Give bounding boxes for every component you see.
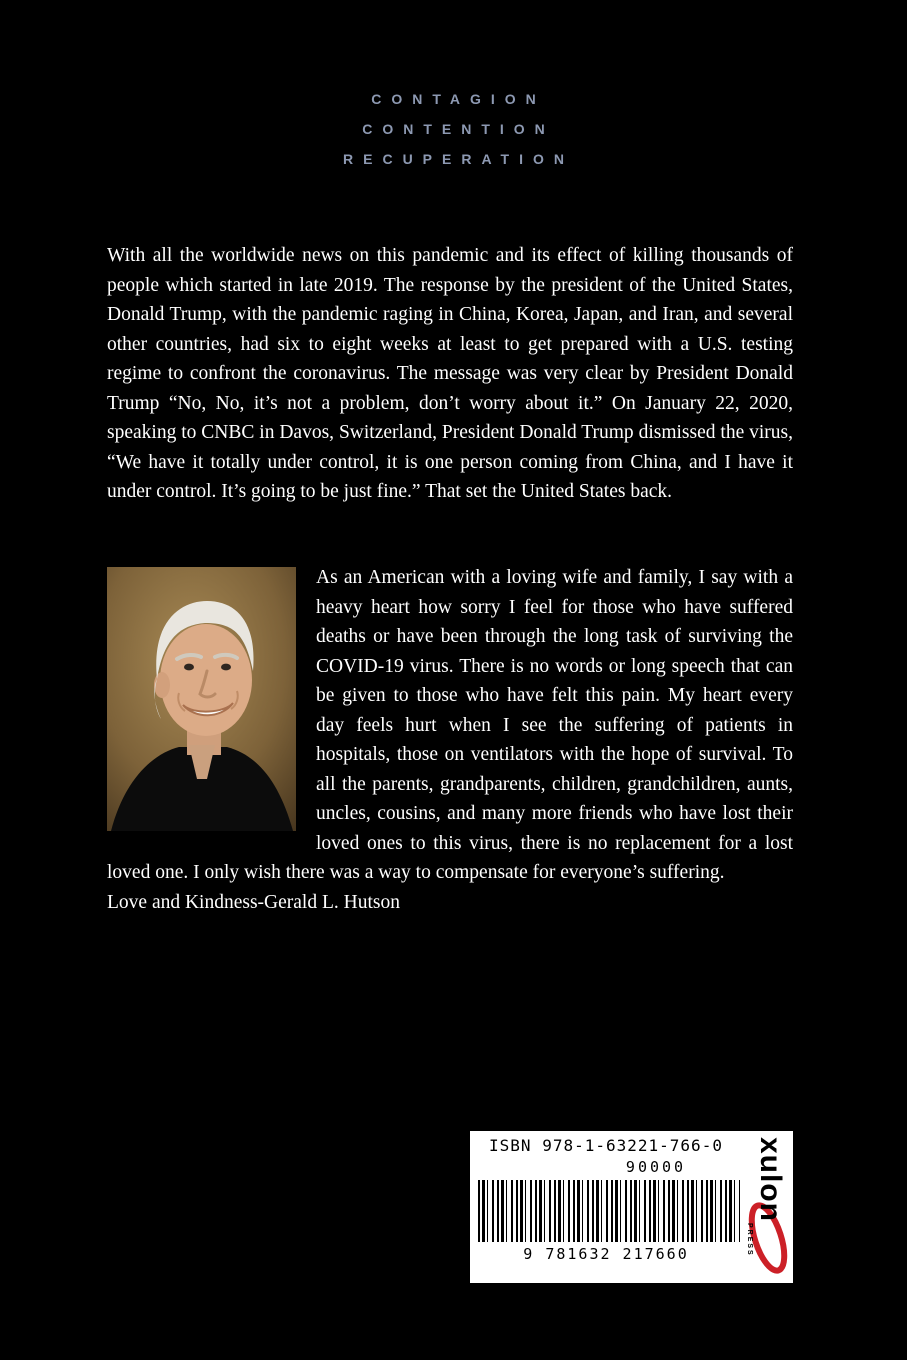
title-line-recuperation: RECUPERATION (343, 151, 574, 167)
author-paragraph: As an American with a loving wife and family, I say with a heavy heart how sorry I feel for those who have suffered deaths or have been through the long task of surviving the COVID-19 virus. There is no words or long speech that can be given to those who have felt this pain. My heart every day feels hurt when I see the suffering of patients in hospitals, those on ventilators with the hope of survival. To all the parents, grandparents, children, grandchildren, aunts, uncles, cousins, and many more friends who have lost their loved ones to this virus, there is no replacement for a lost loved one. I only wish there was a way to compensate for everyone’s suffering. (107, 567, 793, 883)
ean-digits: 9 781632 217660 (523, 1245, 689, 1263)
xulon-logo-text: xulon (754, 1137, 787, 1222)
barcode-panel (470, 1131, 793, 1283)
title-line-contagion: CONTAGION (371, 91, 546, 107)
price-code: 90000 (625, 1158, 687, 1176)
isbn-label: ISBN 978-1-63221-766-0 (489, 1136, 723, 1155)
intro-paragraph: With all the worldwide news on this pandemic and its effect of killing thousands of people which started in late 2019. The response by the president of the United States, Donald Trump, with the pandemic raging in China, Korea, Japan, and Iran, and several other countries, had six to eight weeks at least to get prepared with a U.S. testing regime to confront the coronavirus. The message was very clear by President Donald Trump “No, No, it’s not a problem, don’t worry about it.” On January 22, 2020, speaking to CNBC in Davos, Switzerland, President Donald Trump dismissed the virus, “We have it totally under control, it is one person coming from China, and I have it under control. It’s going to be just fine.” That set the United States back. (107, 245, 793, 502)
title-block (0, 84, 907, 174)
xulon-press-logo (743, 1131, 793, 1283)
author-signature: Love and Kindness-Gerald L. Hutson (107, 891, 400, 913)
title-line-contention: CONTENTION (362, 121, 555, 137)
barcode-bars-icon (478, 1180, 740, 1242)
author-portrait-illustration (107, 567, 296, 831)
press-label: PRESS (746, 1223, 753, 1257)
author-section (107, 563, 793, 917)
author-photo (107, 567, 296, 831)
